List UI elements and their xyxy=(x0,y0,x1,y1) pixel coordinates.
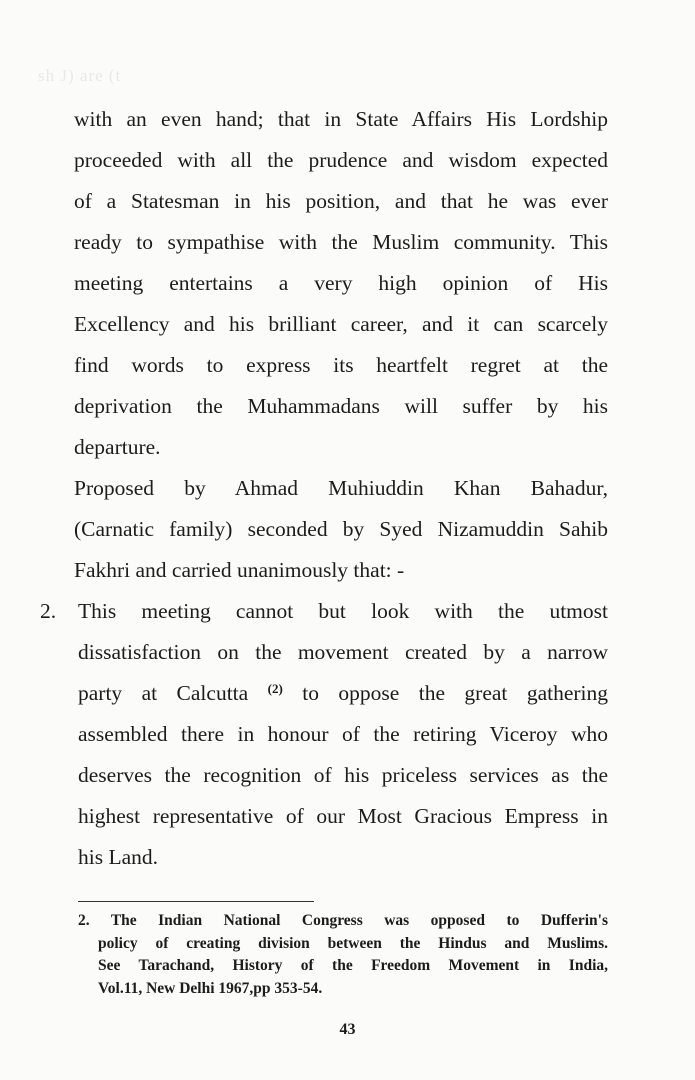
footnote-line: Vol.11, New Delhi 1967,pp 353-54. xyxy=(98,979,323,997)
text-line: deserves the recognition of his priceless services as the xyxy=(78,763,608,787)
text-line: of a Statesman in his position, and that he was ever xyxy=(74,189,608,213)
footnote-reference: (2) xyxy=(267,681,283,696)
footnote xyxy=(78,910,608,1000)
page-number: 43 xyxy=(339,1021,356,1038)
footnote-line: policy of creating division between the Hindus and Muslims. xyxy=(98,934,608,952)
text-line: deprivation the Muhammadans will suffer by his xyxy=(74,394,608,418)
item-number: 2. xyxy=(40,599,57,623)
text-line: highest representative of our Most Gracious Empress in xyxy=(78,804,608,828)
text-line-with-footnote-ref xyxy=(78,673,608,714)
text-line: with an even hand; that in State Affairs His Lordship xyxy=(74,107,608,131)
footnote-line: 2. The Indian National Congress was opposed to Dufferin's xyxy=(78,912,608,929)
text-line: dissatisfaction on the movement created by a narrow xyxy=(78,640,608,664)
text-line: departure. xyxy=(74,435,161,459)
text-line: This meeting cannot but look with the utmost xyxy=(78,599,608,623)
text-line: meeting entertains a very high opinion of His xyxy=(74,271,608,295)
footnote-divider xyxy=(78,901,314,902)
text-line: Fakhri and carried unanimously that: - xyxy=(74,558,405,582)
footnote-line: See Tarachand, History of the Freedom Movement in India, xyxy=(98,957,608,974)
main-text xyxy=(74,99,608,591)
text-line: (Carnatic family) seconded by Syed Nizamuddin Sahib xyxy=(74,517,608,541)
text-line: proceeded with all the prudence and wisdom expected xyxy=(74,148,608,172)
text-line: assembled there in honour of the retiring Viceroy who xyxy=(78,722,608,746)
item-body xyxy=(78,591,608,878)
text-line: Proposed by Ahmad Muhiuddin Khan Bahadur, xyxy=(74,476,608,500)
bleed-through-text: sh J) are (t xyxy=(38,66,122,85)
text-line: his Land. xyxy=(78,845,159,869)
text-line: ready to sympathise with the Muslim community. This xyxy=(74,230,608,254)
text-line: find words to express its heartfelt regret at the xyxy=(74,353,608,377)
text-segment: party at Calcutta xyxy=(78,681,249,705)
text-line: Excellency and his brilliant career, and it can scarcely xyxy=(74,312,608,336)
text-segment: to oppose the great gathering xyxy=(302,681,609,705)
